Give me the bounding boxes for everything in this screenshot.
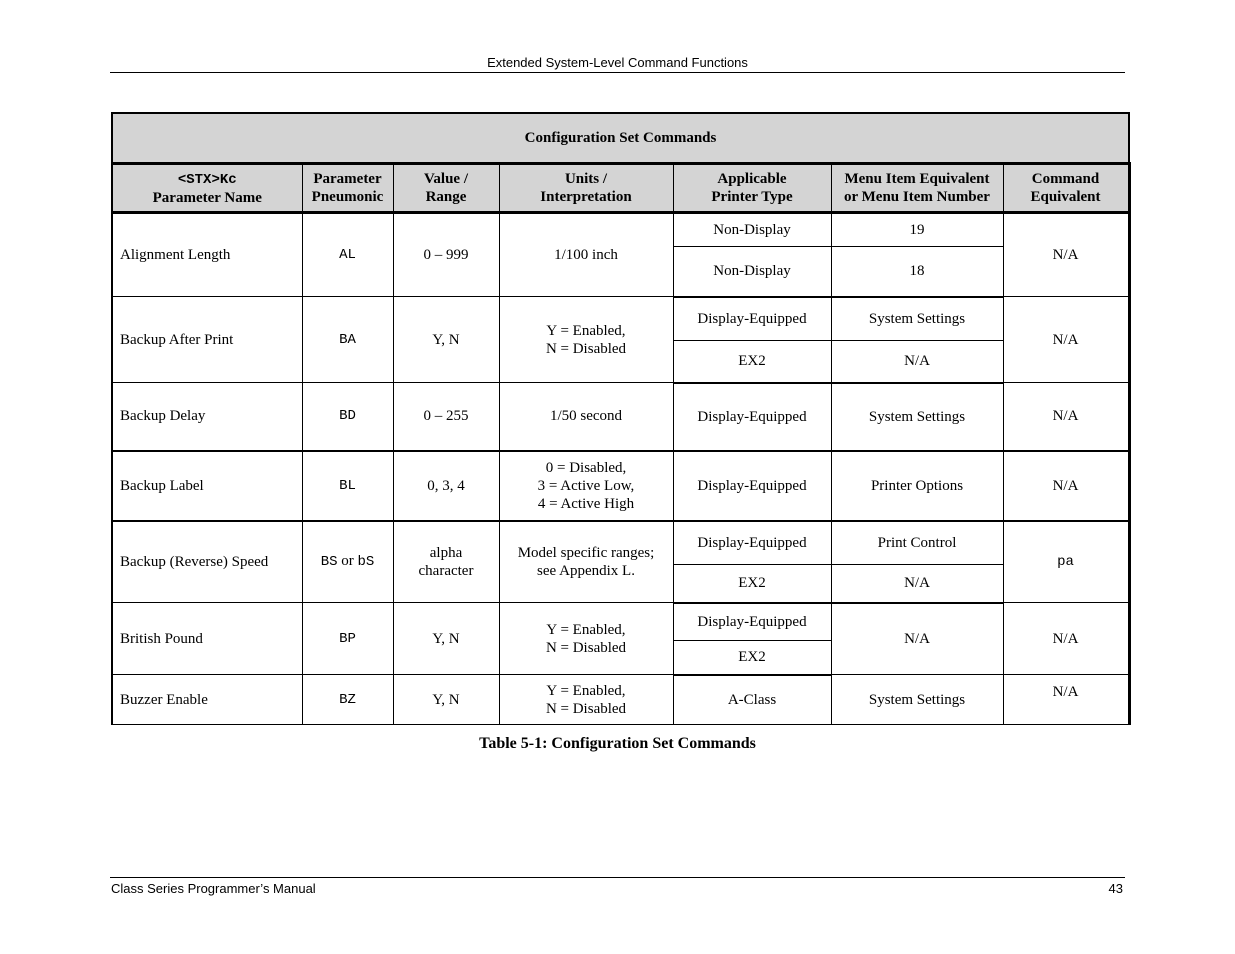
printer-type-cell: EX2: [673, 641, 831, 675]
menu-item-cell: System Settings: [831, 297, 1003, 341]
command-cell: pa: [1003, 521, 1129, 603]
table-row: [112, 451, 1129, 521]
printer-type-cell: A-Class: [673, 675, 831, 725]
table-row: [112, 213, 1129, 247]
units-cell: Y = Enabled, N = Disabled: [499, 297, 673, 383]
printer-type-cell: Display-Equipped: [673, 603, 831, 641]
menu-item-cell: N/A: [831, 603, 1003, 675]
units-cell: 1/100 inch: [499, 213, 673, 297]
mnemonic-cell: BD: [302, 383, 393, 451]
table-row: [112, 675, 1129, 725]
row-name-backup-reverse-speed: Backup (Reverse) Speed: [112, 521, 302, 603]
table-row: [112, 297, 1129, 341]
printer-type-cell: EX2: [673, 565, 831, 603]
mnemonic-cell: BP: [302, 603, 393, 675]
command-cell: N/A: [1003, 603, 1129, 675]
value-cell: alpha character: [393, 521, 499, 603]
units-cell: Y = Enabled, N = Disabled: [499, 675, 673, 725]
units-cell: Y = Enabled, N = Disabled: [499, 603, 673, 675]
value-cell: 0 – 255: [393, 383, 499, 451]
units-cell: 1/50 second: [499, 383, 673, 451]
command-cell: N/A: [1003, 451, 1129, 521]
command-cell: N/A: [1003, 675, 1129, 725]
table-title: Configuration Set Commands: [112, 113, 1129, 164]
printer-type-cell: Display-Equipped: [673, 521, 831, 565]
row-name-backup-after-print: Backup After Print: [112, 297, 302, 383]
row-name-backup-label: Backup Label: [112, 451, 302, 521]
row-name-alignment-length: Alignment Length: [112, 213, 302, 297]
header-rule: [110, 72, 1125, 73]
printer-type-cell: Display-Equipped: [673, 383, 831, 451]
menu-item-cell: Printer Options: [831, 451, 1003, 521]
mnemonic-cell: BS or bS: [302, 521, 393, 603]
value-cell: Y, N: [393, 603, 499, 675]
row-name-backup-delay: Backup Delay: [112, 383, 302, 451]
page-footer: [111, 881, 1123, 896]
col-header-command: Command Equivalent: [1003, 164, 1129, 213]
page-number: 43: [1108, 881, 1123, 896]
footer-rule: [110, 877, 1125, 878]
table-header-row: [112, 164, 1129, 213]
col-header-parameter-name: <STX>Kc Parameter Name: [112, 164, 302, 213]
menu-item-cell: N/A: [831, 565, 1003, 603]
configuration-set-table: [111, 112, 1131, 725]
col-header-value-range: Value / Range: [393, 164, 499, 213]
menu-item-cell: System Settings: [831, 675, 1003, 725]
menu-item-cell: 19: [831, 213, 1003, 247]
menu-item-cell: N/A: [831, 341, 1003, 383]
command-cell: N/A: [1003, 213, 1129, 297]
value-cell: 0, 3, 4: [393, 451, 499, 521]
table-row: [112, 603, 1129, 641]
mnemonic-cell: AL: [302, 213, 393, 297]
menu-item-cell: 18: [831, 247, 1003, 297]
printer-type-cell: Display-Equipped: [673, 297, 831, 341]
printer-type-cell: Display-Equipped: [673, 451, 831, 521]
printer-type-cell: EX2: [673, 341, 831, 383]
table-row: [112, 383, 1129, 451]
menu-item-cell: System Settings: [831, 383, 1003, 451]
mnemonic-cell: BZ: [302, 675, 393, 725]
row-name-buzzer-enable: Buzzer Enable: [112, 675, 302, 725]
command-cell: N/A: [1003, 297, 1129, 383]
units-cell: Model specific ranges; see Appendix L.: [499, 521, 673, 603]
page-header: Extended System-Level Command Functions: [487, 55, 748, 70]
value-cell: Y, N: [393, 297, 499, 383]
command-cell: N/A: [1003, 383, 1129, 451]
printer-type-cell: Non-Display: [673, 213, 831, 247]
col-header-units: Units / Interpretation: [499, 164, 673, 213]
table-caption: Table 5-1: Configuration Set Commands: [479, 735, 756, 752]
mnemonic-cell: BA: [302, 297, 393, 383]
row-name-british-pound: British Pound: [112, 603, 302, 675]
table-row: [112, 521, 1129, 565]
manual-title: Class Series Programmer’s Manual: [111, 881, 316, 896]
value-cell: Y, N: [393, 675, 499, 725]
col-header-menu-item: Menu Item Equivalent or Menu Item Number: [831, 164, 1003, 213]
printer-type-cell: Non-Display: [673, 247, 831, 297]
value-cell: 0 – 999: [393, 213, 499, 297]
mnemonic-cell: BL: [302, 451, 393, 521]
units-cell: 0 = Disabled, 3 = Active Low, 4 = Active High: [499, 451, 673, 521]
col-header-mnemonic: Parameter Pneumonic: [302, 164, 393, 213]
col-header-printer-type: Applicable Printer Type: [673, 164, 831, 213]
stx-kc-code: <STX>Kc: [177, 171, 237, 188]
menu-item-cell: Print Control: [831, 521, 1003, 565]
